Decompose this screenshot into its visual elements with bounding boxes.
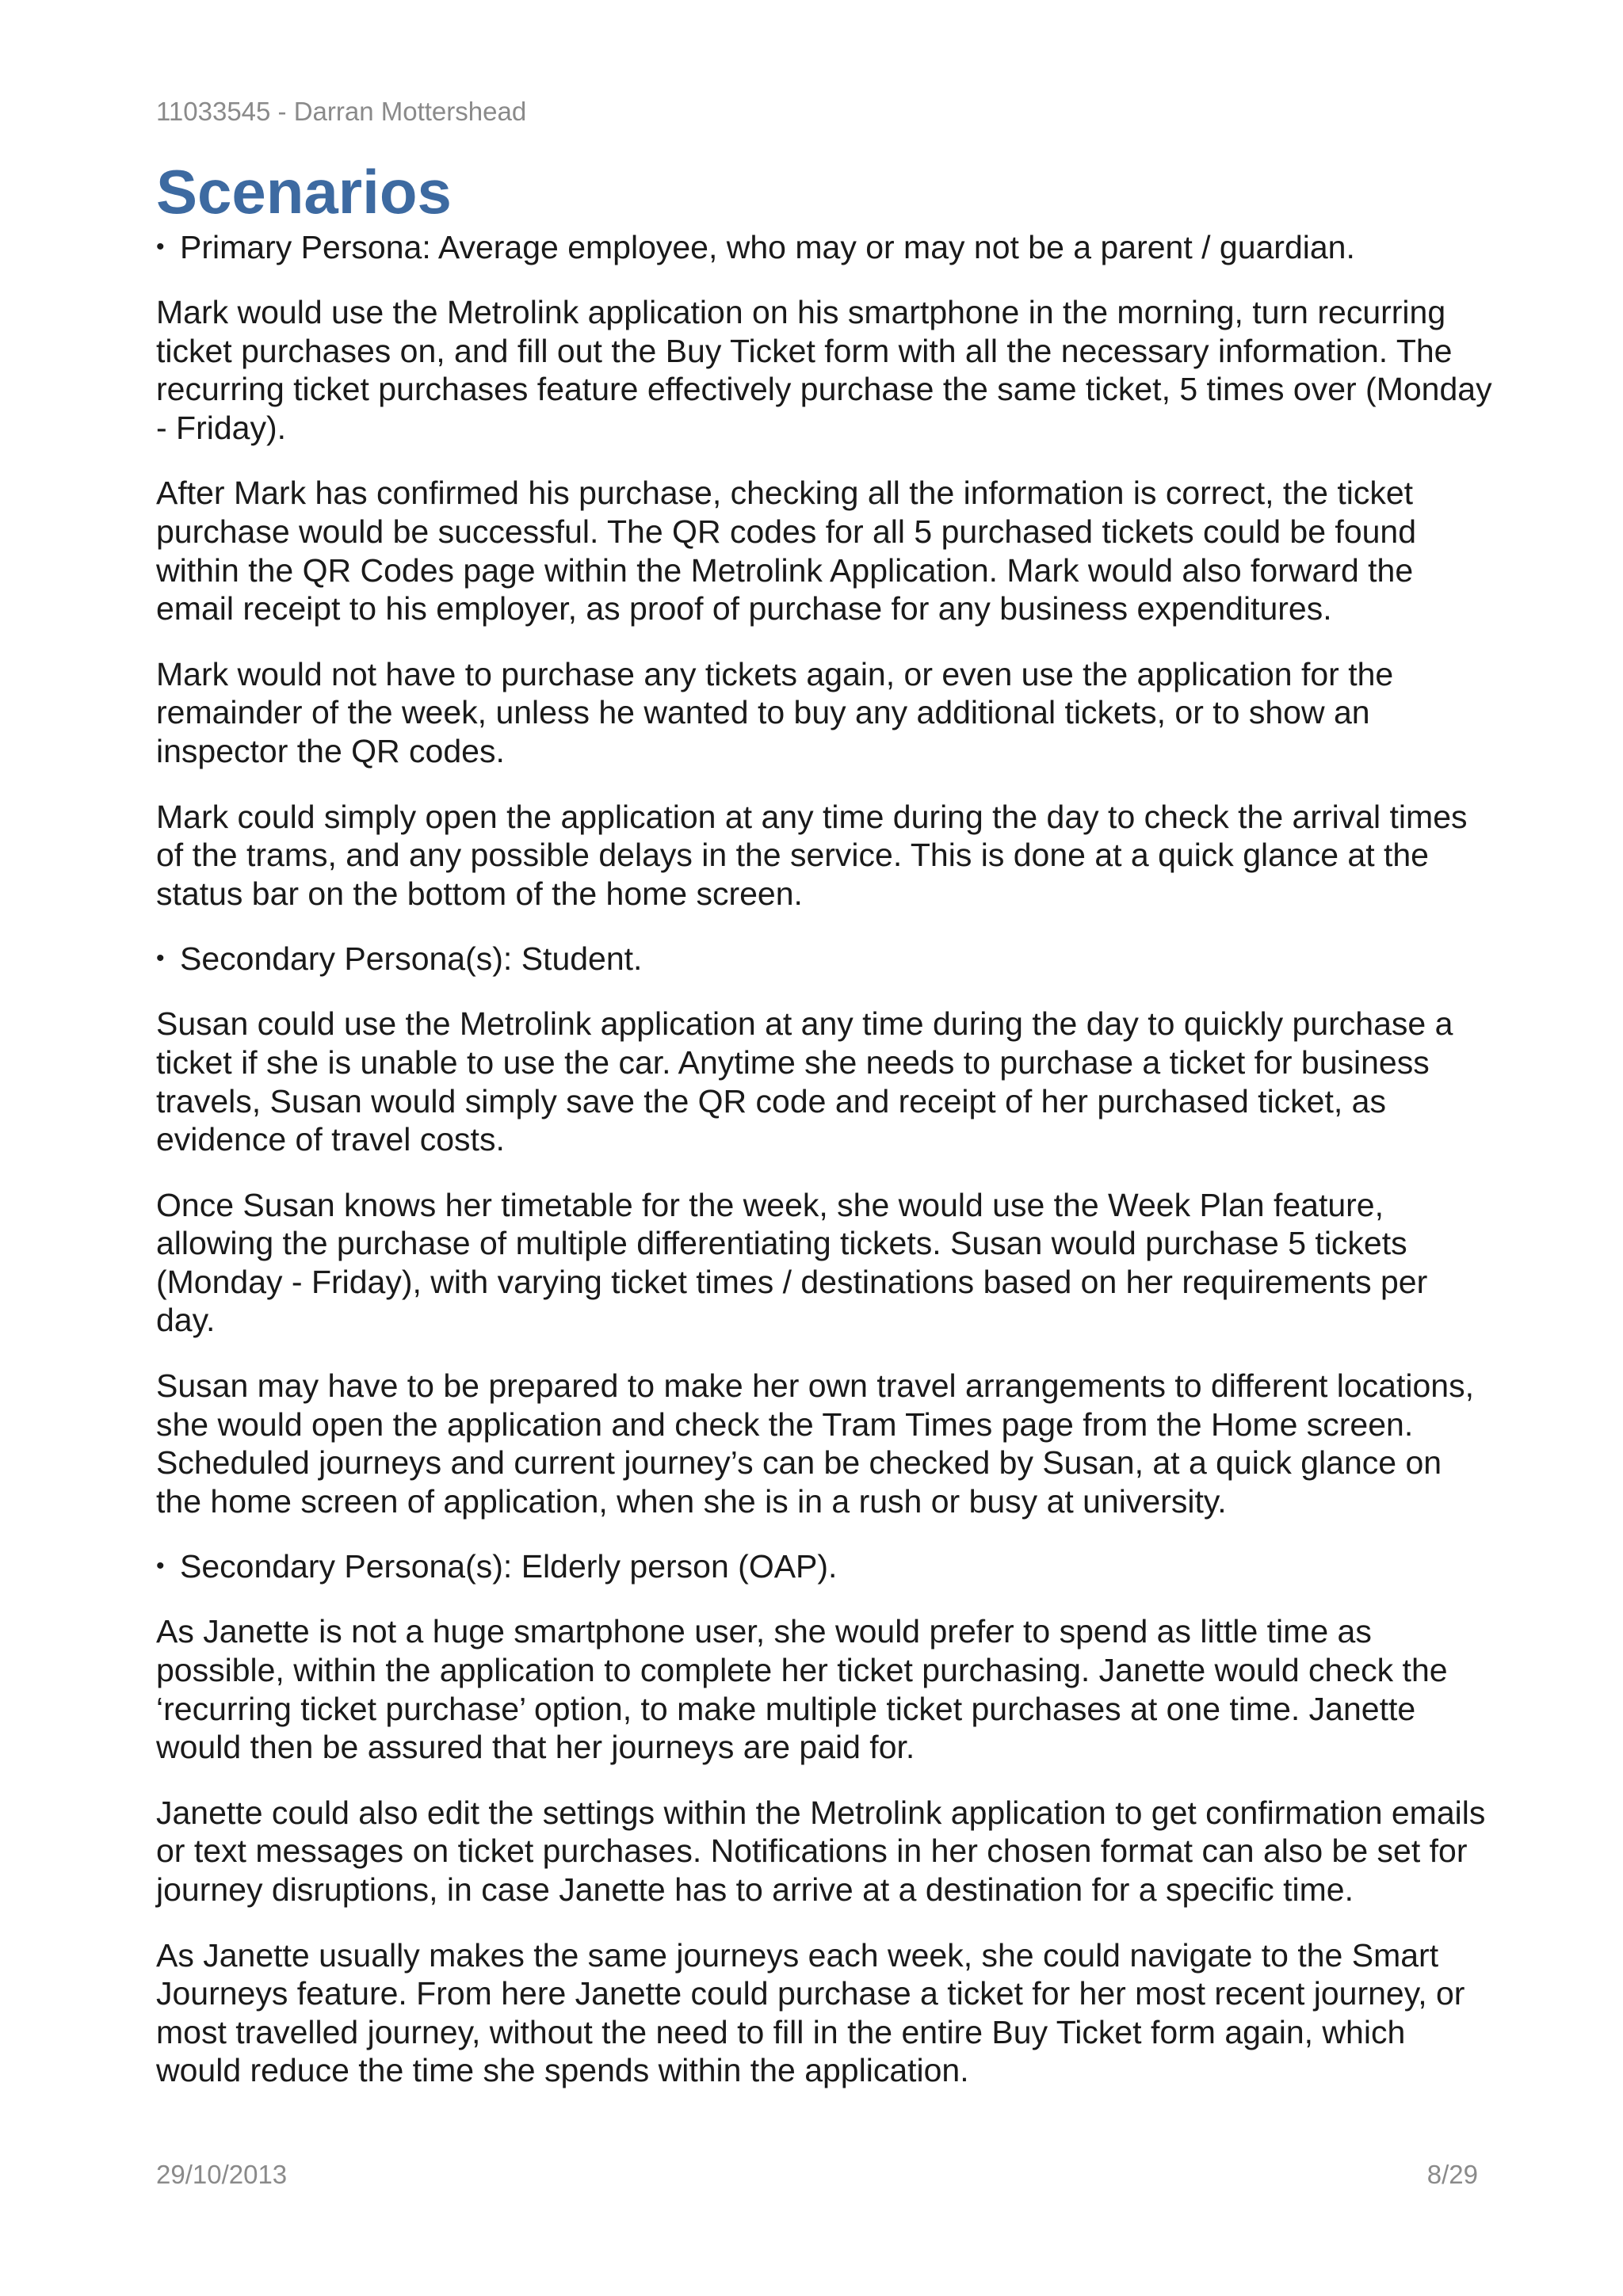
scenario-paragraph: As Janette is not a huge smartphone user, she would prefer to spend as little time as possible, within the application to complete her ticket purchasing. Janette would check the ‘recurring ticket purchase’ option, to make multiple ticket purchases at one time. Janette would then be assured that her journeys are paid for. <box>156 1613 1448 1766</box>
scenario-paragraph: As Janette usually makes the same journeys each week, she could navigate to the Smart Journeys feature. From here Janette could purchase a ticket for her most recent journey, or most travelled journey, without the need to fill in the entire Buy Ticket form again, which would reduce the time she spends within the application. <box>156 1936 1465 2089</box>
document-body <box>156 155 1495 2117</box>
footer-date: 29/10/2013 <box>156 2160 288 2189</box>
persona-section-student <box>156 940 1495 1520</box>
persona-heading-text: Secondary Persona(s): Elderly person (OAP). <box>180 1548 838 1585</box>
scenario-paragraph: After Mark has confirmed his purchase, checking all the information is correct, the ticket purchase would be successful. The QR codes for all 5 purchased tickets could be found within the QR Codes page within the Metrolink Application. Mark would also forward the email receipt to his employer, as proof of purchase for any business expenditures. <box>156 475 1417 627</box>
persona-heading-text: Secondary Persona(s): Student. <box>180 940 643 978</box>
page-header-author: 11033545 - Darran Mottershead <box>156 97 527 126</box>
scenario-paragraph: Mark would use the Metrolink application on his smartphone in the morning, turn recurring ticket purchases on, and fill out the Buy Ticket form with all the necessary information. The recurring ticket purchases feature effectively purchase the same ticket, 5 times over (Monday - Friday). <box>156 294 1492 446</box>
persona-heading-text: Primary Persona: Average employee, who may or may not be a parent / guardian. <box>180 229 1355 265</box>
bullet-icon: • <box>156 234 165 260</box>
persona-section-primary <box>156 228 1495 913</box>
scenario-paragraph: Susan could use the Metrolink application at any time during the day to quickly purchase a ticket if she is unable to use the car. Anytime she needs to purchase a ticket for business travels, Susan would simply save the QR code and receipt of her purchased ticket, as evidence of travel costs. <box>156 1005 1453 1158</box>
scenario-paragraph: Mark could simply open the application at any time during the day to check the arrival times of the trams, and any possible delays in the service. This is done at a quick glance at the status bar on the bottom of the home screen. <box>156 798 1468 912</box>
persona-heading <box>156 1547 1495 1585</box>
persona-heading <box>156 940 1495 978</box>
bullet-icon: • <box>156 945 165 972</box>
footer-page-number: 8/29 <box>1426 2160 1478 2189</box>
bullet-icon: • <box>156 1553 165 1580</box>
page-title: Scenarios <box>156 157 452 227</box>
persona-section-elderly <box>156 1547 1495 2090</box>
persona-heading <box>156 228 1495 266</box>
scenario-paragraph: Janette could also edit the settings within the Metrolink application to get confirmation emails or text messages on ticket purchases. Notifications in her chosen format can also be set for journey disruptions, in case Janette has to arrive at a destination for a specific time. <box>156 1794 1486 1908</box>
scenario-paragraph: Mark would not have to purchase any tickets again, or even use the application for the remainder of the week, unless he wanted to buy any additional tickets, or to show an inspector the QR codes. <box>156 655 1394 769</box>
scenario-paragraph: Once Susan knows her timetable for the week, she would use the Week Plan feature, allowing the purchase of multiple differentiating tickets. Susan would purchase 5 tickets (Monday - Friday), with varying ticket times / destinations based on her requirements per day. <box>156 1186 1428 1339</box>
scenario-paragraph: Susan may have to be prepared to make her own travel arrangements to different locations, she would open the application and check the Tram Times page from the Home screen. Scheduled journeys and current journey’s can be checked by Susan, at a quick glance on the home screen of application, when she is in a rush or busy at university. <box>156 1367 1474 1520</box>
